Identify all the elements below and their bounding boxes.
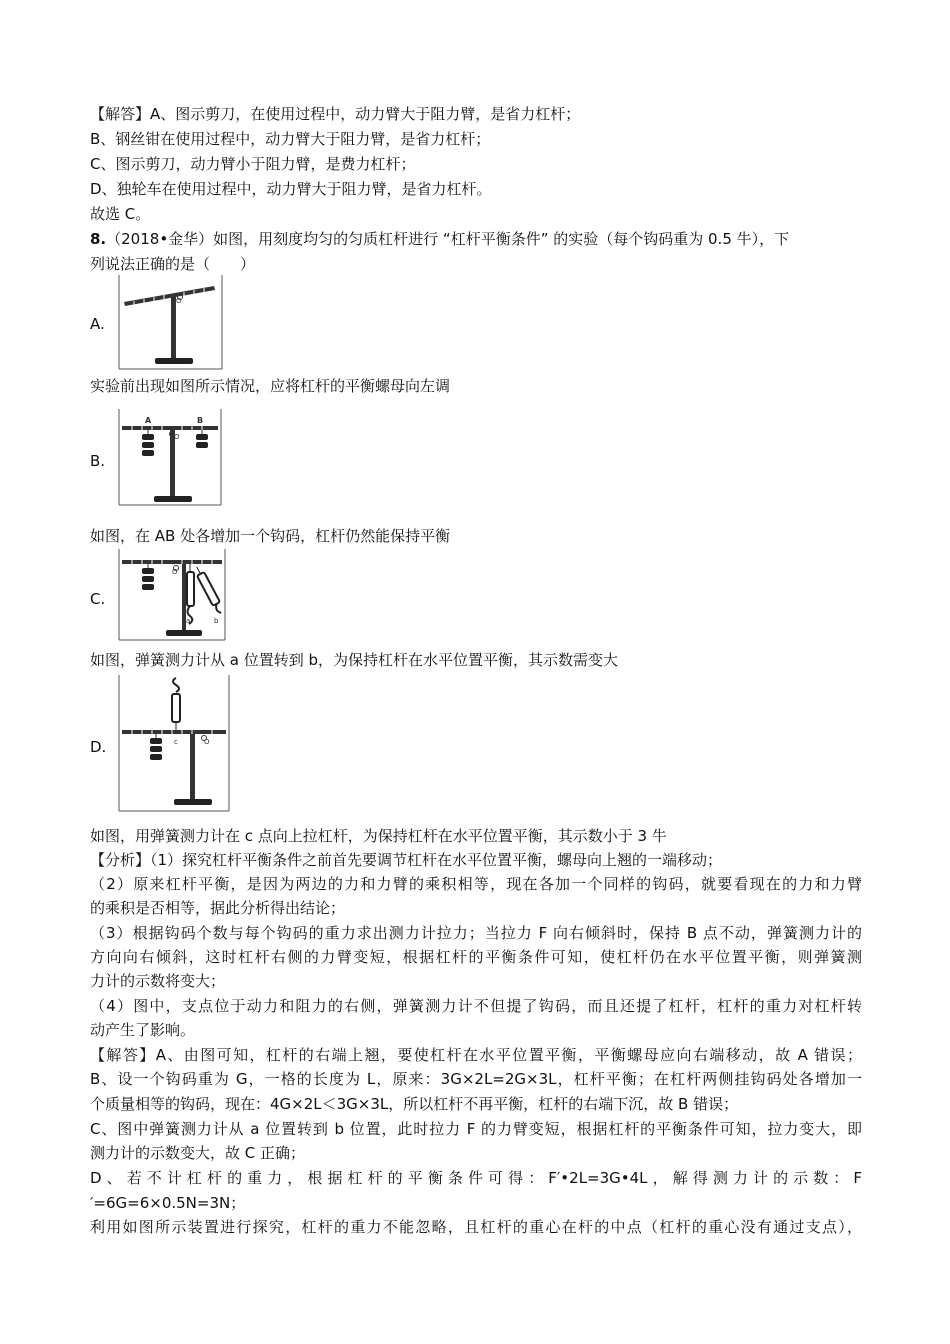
text-line: D、独轮车在使用过程中，动力臂大于阻力臂，是省力杠杆。 [90, 180, 492, 198]
lever-figure-a [118, 274, 223, 370]
option-text: 如图，在 AB 处各增加一个钩码，杠杆仍然能保持平衡 [90, 527, 451, 545]
option-label: B. [90, 452, 106, 470]
lever-figure-d [118, 674, 230, 812]
fulcrum-label: O [172, 568, 178, 576]
text-line: 故选 C。 [90, 205, 151, 223]
analysis-line: 【分析】（1）探究杠杆平衡条件之前首先要调节杠杆在水平位置平衡，螺母向上翘的一端移动； [90, 851, 723, 869]
analysis-line: （2）原来杠杆平衡，是因为两边的力和力臂的乘积相等，现在各加一个同样的钩码，就要看现在的力和力臂 [90, 875, 862, 893]
answer-line: 利用如图所示装置进行探究，杠杆的重力不能忽略，且杠杆的重心在杆的中点（杠杆的重心没有通过支点）， [90, 1218, 862, 1236]
question-line [90, 229, 789, 249]
text-line: C、图示剪刀，动力臂小于阻力臂，是费力杠杆； [90, 155, 416, 173]
text-line: B、钢丝钳在使用过程中，动力臂大于阻力臂，是省力杠杆； [90, 130, 491, 148]
point-b-label: B [197, 416, 204, 425]
option-label: C. [90, 590, 106, 608]
option-text: 如图，用弹簧测力计在 c 点向上拉杠杆，为保持杠杆在水平位置平衡，其示数小于 3 牛 [90, 827, 667, 845]
answer-line: 个质量相等的钩码，现在：4G×2L＜3G×3L，所以杠杆不再平衡，杠杆的右端下沉，故 B 错误； [90, 1095, 739, 1113]
answer-line: D、若不计杠杆的重力，根据杠杆的平衡条件可得：F′•2L=3G•4L，解得测力计的示数：F [90, 1169, 862, 1187]
text-line: 【解答】A、图示剪刀，在使用过程中，动力臂大于阻力臂，是省力杠杆； [90, 105, 581, 123]
point-b-small-label: b [214, 617, 219, 625]
analysis-line: 的乘积是否相等，据此分析得出结论； [90, 899, 346, 917]
answer-line: 测力计的示数变大，故 C 正确； [90, 1144, 306, 1162]
question-number: 8. [90, 230, 107, 248]
point-a-small-label: a [186, 617, 191, 625]
question-line: 列说法正确的是（ ） [90, 255, 256, 273]
fulcrum-label: O [176, 297, 182, 305]
analysis-line: 方向向右倾斜，这时杠杆右侧的力臂变短，根据杠杆的平衡条件可知，使杠杆仍在水平位置平衡，则弹簧测 [90, 948, 862, 966]
analysis-line: 力计的示数将变大； [90, 972, 226, 990]
option-text: 实验前出现如图所示情况，应将杠杆的平衡螺母向左调 [90, 377, 451, 395]
point-a-label: A [145, 416, 152, 425]
option-label: D. [90, 738, 107, 756]
point-c-label: c [174, 738, 178, 746]
option-label: A. [90, 315, 105, 333]
lever-figure-b [118, 408, 222, 506]
fulcrum-label: O [174, 433, 180, 441]
answer-line: 【解答】A、由图可知，杠杆的右端上翘，要使杠杆在水平位置平衡，平衡螺母应向右端移动，故 A 错误； [90, 1046, 862, 1064]
fulcrum-label: O [204, 738, 210, 746]
option-text: 如图，弹簧测力计从 a 位置转到 b，为保持杠杆在水平位置平衡，其示数需变大 [90, 651, 619, 669]
answer-line: C、图中弹簧测力计从 a 位置转到 b 位置，此时拉力 F 的力臂变短，根据杠杆的平衡条件可知，拉力变大，即 [90, 1120, 862, 1138]
analysis-line: （3）根据钩码个数与每个钩码的重力求出测力计拉力；当拉力 F 向右倾斜时，保持 B 点不动，弹簧测力计的 [90, 924, 862, 942]
lever-figure-c [118, 548, 226, 641]
answer-line: B、设一个钩码重为 G，一格的长度为 L，原来：3G×2L=2G×3L，杠杆平衡；在杠杆两侧挂钩码处各增加一 [90, 1070, 862, 1088]
analysis-line: （4）图中，支点位于动力和阻力的右侧，弹簧测力计不但提了钩码，而且还提了杠杆，杠杆的重力对杠杆转 [90, 997, 862, 1015]
answer-line: ′=6G=6×0.5N=3N； [90, 1194, 246, 1212]
question-text: （2018•金华）如图，用刻度均匀的匀质杠杆进行 “杠杆平衡条件” 的实验（每个钩码重为 0.5 牛），下 [106, 230, 790, 248]
analysis-line: 动产生了影响。 [90, 1021, 196, 1039]
